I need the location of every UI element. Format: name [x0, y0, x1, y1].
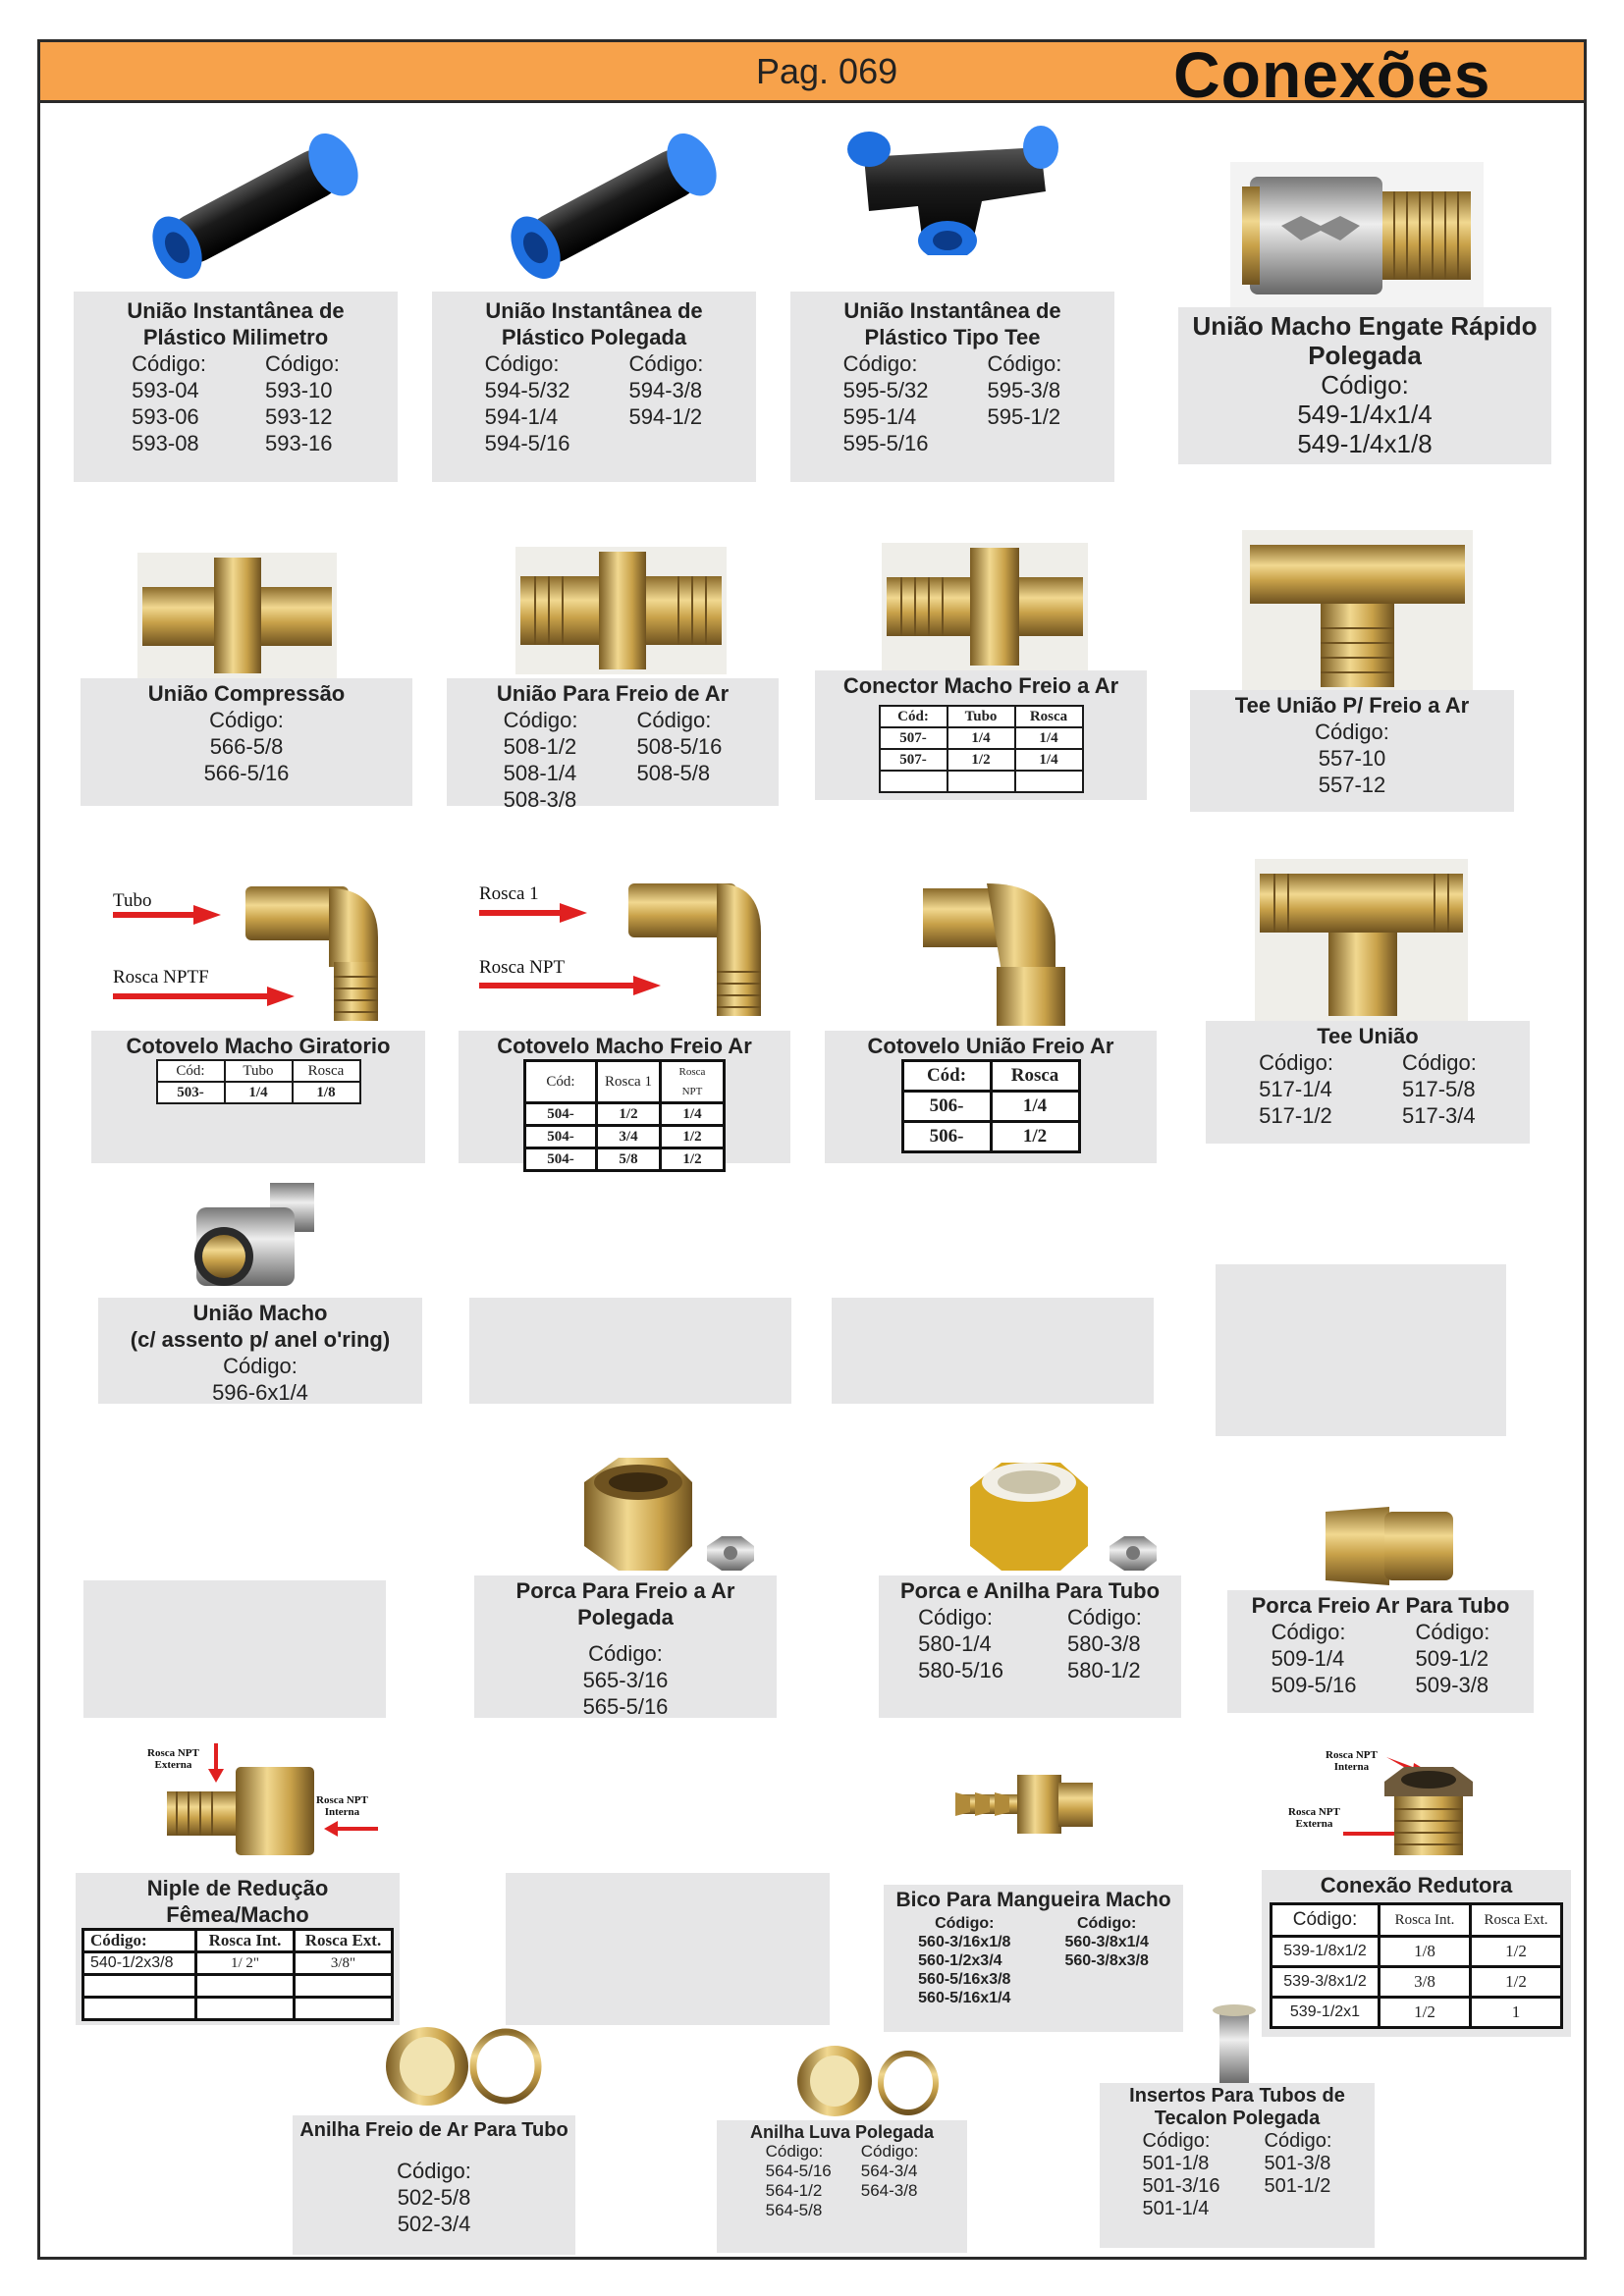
- air-brake-nut-photo: [569, 1453, 766, 1575]
- male-connector-icon: [882, 543, 1088, 670]
- label-rosca-1: Rosca 1: [479, 883, 539, 904]
- brake-tube-nut-photo: [1321, 1502, 1458, 1590]
- tee-union-brake-icon: [1242, 530, 1473, 692]
- card-male-connector: Conector Macho Freio a Ar Cód: Tubo Rosca 507- 1/4 1/4 507- 1/2 1/4: [815, 670, 1147, 800]
- label-rosca-nptf: Rosca NPTF: [113, 967, 209, 988]
- reducer-bushing-photo: [1380, 1762, 1478, 1860]
- card-brake-tube-nut: Porca Freio Ar Para Tubo Código: 509-1/4 509-5/16 Código: 509-1/2 509-3/8: [1227, 1590, 1534, 1713]
- swivel-elbow-table: Cód: Tubo Rosca 503- 1/4 1/8: [156, 1059, 361, 1104]
- card-swivel-elbow: Cotovelo Macho Giratorio Cód: Tubo Rosca 503- 1/4 1/8: [91, 1031, 425, 1163]
- arrow-left-icon: [324, 1821, 378, 1837]
- tube-insert-photo: [1210, 2002, 1259, 2086]
- empty-card: [469, 1298, 791, 1404]
- card-elbow-union: Cotovelo União Freio Ar Cód: Rosca 506- 1/4 506- 1/2: [825, 1031, 1157, 1163]
- swivel-elbow-photo: [241, 879, 388, 1026]
- male-elbow-table: Cód: Rosca 1 Rosca NPT 504- 1/2 1/4 504- 3/4 1/2 504- 5/8 1/2: [523, 1059, 726, 1172]
- card-tee-union: Tee União Código: 517-1/4 517-1/2 Código: 517-5/8 517-3/4: [1206, 1021, 1530, 1144]
- arrow-icon: [113, 905, 221, 925]
- label-rosca-npt-interna: Rosca NPT Interna: [316, 1794, 368, 1818]
- card-male-quick-coupler: União Macho Engate Rápido Polegada Código: 549-1/4x1/4 549-1/4x1/8: [1178, 307, 1551, 464]
- card-compression-union: União Compressão Código: 566-5/8 566-5/16: [81, 678, 412, 806]
- card-hose-barb: Bico Para Mangueira Macho Código: 560-3/16x1/8 560-1/2x3/4 560-5/16x3/8 560-5/16x1/4 Código: 560-3/8x1/4 560-3/8x3/8: [884, 1885, 1183, 2032]
- plastic-union-photo: [128, 123, 383, 290]
- reducing-nipple-table: Código: Rosca Int. Rosca Ext. 540-1/2x3/8 1/ 2" 3/8": [81, 1928, 394, 2021]
- hose-barb-photo: [950, 1765, 1098, 1843]
- card-plastic-union-mm: União Instantânea de Plástico Milimetro Código: 593-04 593-06 593-08 Código: 593-10 593-12 593-16: [74, 292, 398, 482]
- empty-card: [506, 1873, 830, 2025]
- page-title: Conexões: [1173, 38, 1491, 111]
- plastic-tee-photo: [844, 118, 1060, 255]
- label-rosca-npt: Rosca NPT: [479, 957, 566, 978]
- card-male-elbow: Cotovelo Macho Freio Ar Cód: Rosca 1 Rosca NPT 504- 1/2 1/4 504- 3/4 1/2 504- 5/8 1/2: [459, 1031, 790, 1163]
- arrow-icon: [479, 903, 587, 923]
- label-rosca-npt-externa-2: Rosca NPT Externa: [1288, 1806, 1340, 1830]
- card-air-brake-nut: Porca Para Freio a Ar Polegada Código: 565-3/16 565-5/16: [474, 1575, 777, 1718]
- sleeve-ferrule-photo: [795, 2042, 943, 2120]
- label-tubo: Tubo: [113, 890, 152, 911]
- nut-ferrule-photo: [962, 1458, 1178, 1575]
- label-rosca-npt-interna-2: Rosca NPT Interna: [1326, 1749, 1378, 1773]
- air-brake-union-icon: [515, 547, 727, 674]
- male-union-oring-photo: [187, 1178, 324, 1296]
- card-plastic-union-inch: União Instantânea de Plástico Polegada Código: 594-5/32 594-1/4 594-5/16 Código: 594-3/8 594-1/2: [432, 292, 756, 482]
- card-tube-insert: Insertos Para Tubos de Tecalon Polegada Código: 501-1/8 501-3/16 501-1/4 Código: 501-3/8 501-1/2: [1100, 2083, 1375, 2248]
- card-tee-union-brake: Tee União P/ Freio a Ar Código: 557-10 557-12: [1190, 690, 1514, 812]
- card-male-union-oring: União Macho (c/ assento p/ anel o'ring) Código: 596-6x1/4: [98, 1298, 422, 1404]
- tee-union-icon: [1255, 859, 1468, 1021]
- label-rosca-npt-externa: Rosca NPT Externa: [147, 1747, 199, 1771]
- card-nut-ferrule: Porca e Anilha Para Tubo Código: 580-1/4 580-5/16 Código: 580-3/8 580-1/2: [879, 1575, 1181, 1718]
- plastic-union-inch-photo: [486, 123, 741, 290]
- card-brake-ferrule: Anilha Freio de Ar Para Tubo Código: 502-5/8 502-3/4: [293, 2115, 575, 2255]
- male-elbow-photo: [623, 874, 771, 1021]
- card-sleeve-ferrule: Anilha Luva Polegada Código: 564-5/16 564-1/2 564-5/8 Código: 564-3/4 564-3/8: [717, 2120, 967, 2253]
- card-reducing-nipple: Niple de Redução Fêmea/Macho Código: Rosca Int. Rosca Ext. 540-1/2x3/8 1/ 2" 3/8": [76, 1873, 400, 2025]
- reducer-bushing-table: Código: Rosca Int. Rosca Ext. 539-1/8x1/2 1/8 1/2 539-3/8x1/2 3/8 1/2 539-1/2x1 1/2 1: [1270, 1902, 1563, 2029]
- elbow-union-table: Cód: Rosca 506- 1/4 506- 1/2: [901, 1059, 1081, 1153]
- reducing-nipple-photo: [162, 1762, 319, 1860]
- empty-card: [83, 1580, 386, 1718]
- elbow-union-photo: [918, 874, 1075, 1031]
- empty-card: [832, 1298, 1154, 1404]
- card-reducer-bushing: Conexão Redutora Código: Rosca Int. Rosca Ext. 539-1/8x1/2 1/8 1/2 539-3/8x1/2 3/8 1/2 539-1/2x1 1/2 1: [1262, 1870, 1571, 2037]
- page-number: Pag. 069: [756, 51, 898, 91]
- card-air-brake-union: União Para Freio de Ar Código: 508-1/2 508-1/4 508-3/8 Código: 508-5/16 508-5/8: [447, 678, 779, 806]
- brake-ferrule-photo: [383, 2022, 550, 2110]
- empty-card: [1216, 1264, 1506, 1436]
- male-quick-coupler-icon: [1242, 167, 1478, 304]
- compression-union-icon: [137, 553, 337, 678]
- male-connector-table: Cód: Tubo Rosca 507- 1/4 1/4 507- 1/2 1/4: [879, 705, 1084, 793]
- card-plastic-tee: União Instantânea de Plástico Tipo Tee Código: 595-5/32 595-1/4 595-5/16 Código: 595-3/8 595-1/2: [790, 292, 1114, 482]
